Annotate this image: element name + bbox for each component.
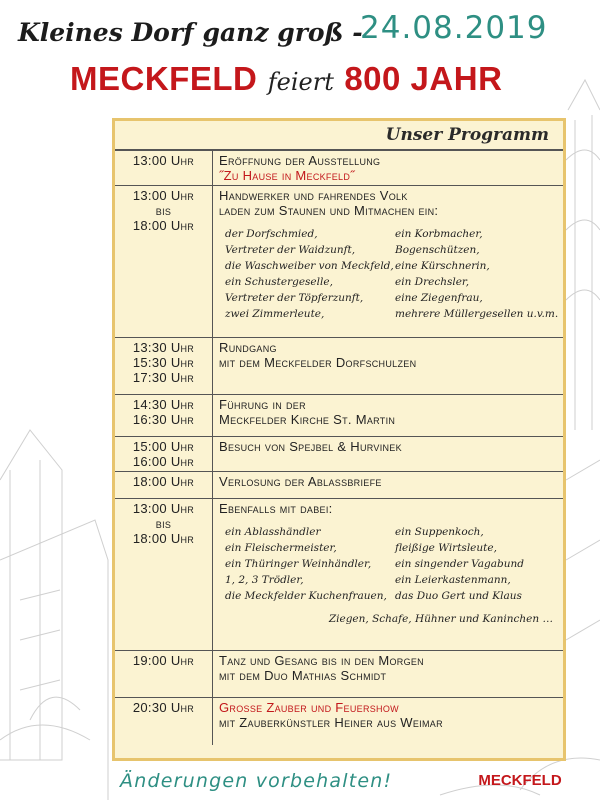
participant-item: ein Leierkastenmann, xyxy=(395,574,511,586)
description-cell xyxy=(213,472,563,498)
meckfeld-logo: MECKFELD xyxy=(478,772,562,789)
description-line: ˝Zu Hause in Meckfeld˝ xyxy=(219,168,355,183)
title-event: 800 JAHR xyxy=(344,60,503,97)
time-text: bis xyxy=(155,203,172,218)
description-cell xyxy=(213,338,563,394)
time-text: 17:30 Uhr xyxy=(132,370,195,385)
participant-list xyxy=(219,524,563,604)
participant-column-left xyxy=(225,226,395,322)
time-text: 13:00 Uhr xyxy=(132,188,195,203)
description-cell xyxy=(213,151,563,185)
participant-item: das Duo Gert und Klaus xyxy=(395,590,522,602)
participant-item: die Waschweiber von Meckfeld, xyxy=(225,260,394,272)
description-line: mit dem Duo Mathias Schmidt xyxy=(219,668,387,683)
participant-item: zwei Zimmerleute, xyxy=(225,308,325,320)
participant-column-right xyxy=(395,524,524,604)
time-text: 13:00 Uhr xyxy=(132,153,195,168)
title-place: MECKFELD xyxy=(70,60,258,97)
description-line: Verlosung der Ablassbriefe xyxy=(219,474,382,489)
description-line: Grosse Zauber und Feuershow xyxy=(219,700,399,715)
participant-item: mehrere Müllergesellen u.v.m. xyxy=(395,308,559,320)
event-date: 24.08.2019 xyxy=(360,10,548,46)
participant-column-left xyxy=(225,524,395,604)
participant-item: eine Ziegenfrau, xyxy=(395,292,483,304)
time-cell xyxy=(115,186,213,337)
time-text: 20:30 Uhr xyxy=(132,700,195,715)
time-text: 16:00 Uhr xyxy=(132,454,195,469)
program-row xyxy=(115,499,563,651)
description-line: Meckfelder Kirche St. Martin xyxy=(219,412,396,427)
participant-item: ein Suppenkoch, xyxy=(395,526,484,538)
participant-item: die Meckfelder Kuchenfrauen, xyxy=(225,590,387,602)
time-text: 16:30 Uhr xyxy=(132,412,195,427)
time-cell xyxy=(115,151,213,185)
participant-column-right xyxy=(395,226,558,322)
description-line: Ebenfalls mit dabei: xyxy=(219,501,333,516)
time-text: 15:30 Uhr xyxy=(132,355,195,370)
animals-note: Ziegen, Schafe, Hühner und Kaninchen … xyxy=(328,613,553,625)
participant-item: eine Kürschnerin, xyxy=(395,260,490,272)
header-title xyxy=(70,60,540,98)
time-text: 18:00 Uhr xyxy=(132,474,195,489)
description-line: laden zum Staunen und Mitmachen ein: xyxy=(219,203,439,218)
program-row xyxy=(115,151,563,186)
time-cell xyxy=(115,472,213,498)
time-text: 13:00 Uhr xyxy=(132,501,195,516)
time-cell xyxy=(115,651,213,697)
description-cell xyxy=(213,437,563,471)
program-row xyxy=(115,651,563,698)
description-line: Tanz und Gesang bis in den Morgen xyxy=(219,653,424,668)
time-cell xyxy=(115,698,213,745)
description-line: mit dem Meckfelder Dorfschulzen xyxy=(219,355,417,370)
program-table xyxy=(112,118,566,761)
participant-item: der Dorfschmied, xyxy=(225,228,318,240)
description-line: Eröffnung der Ausstellung xyxy=(219,153,381,168)
participant-item: ein Ablasshändler xyxy=(225,526,321,538)
time-text: 15:00 Uhr xyxy=(132,439,195,454)
description-line: mit Zauberkünstler Heiner aus Weimar xyxy=(219,715,443,730)
description-cell xyxy=(213,651,563,697)
participant-item: Vertreter der Waidzunft, xyxy=(225,244,356,256)
participant-item: 1, 2, 3 Trödler, xyxy=(225,574,304,586)
description-line: Handwerker und fahrendes Volk xyxy=(219,188,408,203)
time-cell xyxy=(115,499,213,650)
description-line: Besuch von Spejbel & Hurvinek xyxy=(219,439,402,454)
description-cell xyxy=(213,499,563,650)
participant-item: Bogenschützen, xyxy=(395,244,480,256)
program-row xyxy=(115,395,563,437)
time-cell xyxy=(115,338,213,394)
time-text: 13:30 Uhr xyxy=(132,340,195,355)
participant-item: ein Korbmacher, xyxy=(395,228,483,240)
program-row xyxy=(115,472,563,499)
time-text: 14:30 Uhr xyxy=(132,397,195,412)
description-cell xyxy=(213,395,563,436)
time-text: 19:00 Uhr xyxy=(132,653,195,668)
description-cell xyxy=(213,186,563,337)
program-row xyxy=(115,437,563,472)
participant-item: ein singender Vagabund xyxy=(395,558,524,570)
participant-item: fleißige Wirtsleute, xyxy=(395,542,497,554)
participant-item: ein Fleischermeister, xyxy=(225,542,337,554)
participant-item: ein Thüringer Weinhändler, xyxy=(225,558,372,570)
participant-item: ein Schustergeselle, xyxy=(225,276,333,288)
title-verb: feiert xyxy=(267,68,334,96)
time-text: 18:00 Uhr xyxy=(132,531,195,546)
description-line: Führung in der xyxy=(219,397,306,412)
program-title: Unser Programm xyxy=(115,121,563,151)
changes-reserved-note: Änderungen vorbehalten! xyxy=(120,770,393,792)
time-text: bis xyxy=(155,516,172,531)
participant-item: ein Drechsler, xyxy=(395,276,470,288)
time-cell xyxy=(115,395,213,436)
program-row xyxy=(115,186,563,338)
time-cell xyxy=(115,437,213,471)
description-cell xyxy=(213,698,563,745)
program-row xyxy=(115,338,563,395)
program-row xyxy=(115,698,563,745)
program-rows xyxy=(115,151,563,745)
participant-list xyxy=(219,226,563,322)
description-line: Rundgang xyxy=(219,340,277,355)
participant-item: Vertreter der Töpferzunft, xyxy=(225,292,364,304)
time-text: 18:00 Uhr xyxy=(132,218,195,233)
header-subtitle: Kleines Dorf ganz groß - xyxy=(18,18,363,47)
